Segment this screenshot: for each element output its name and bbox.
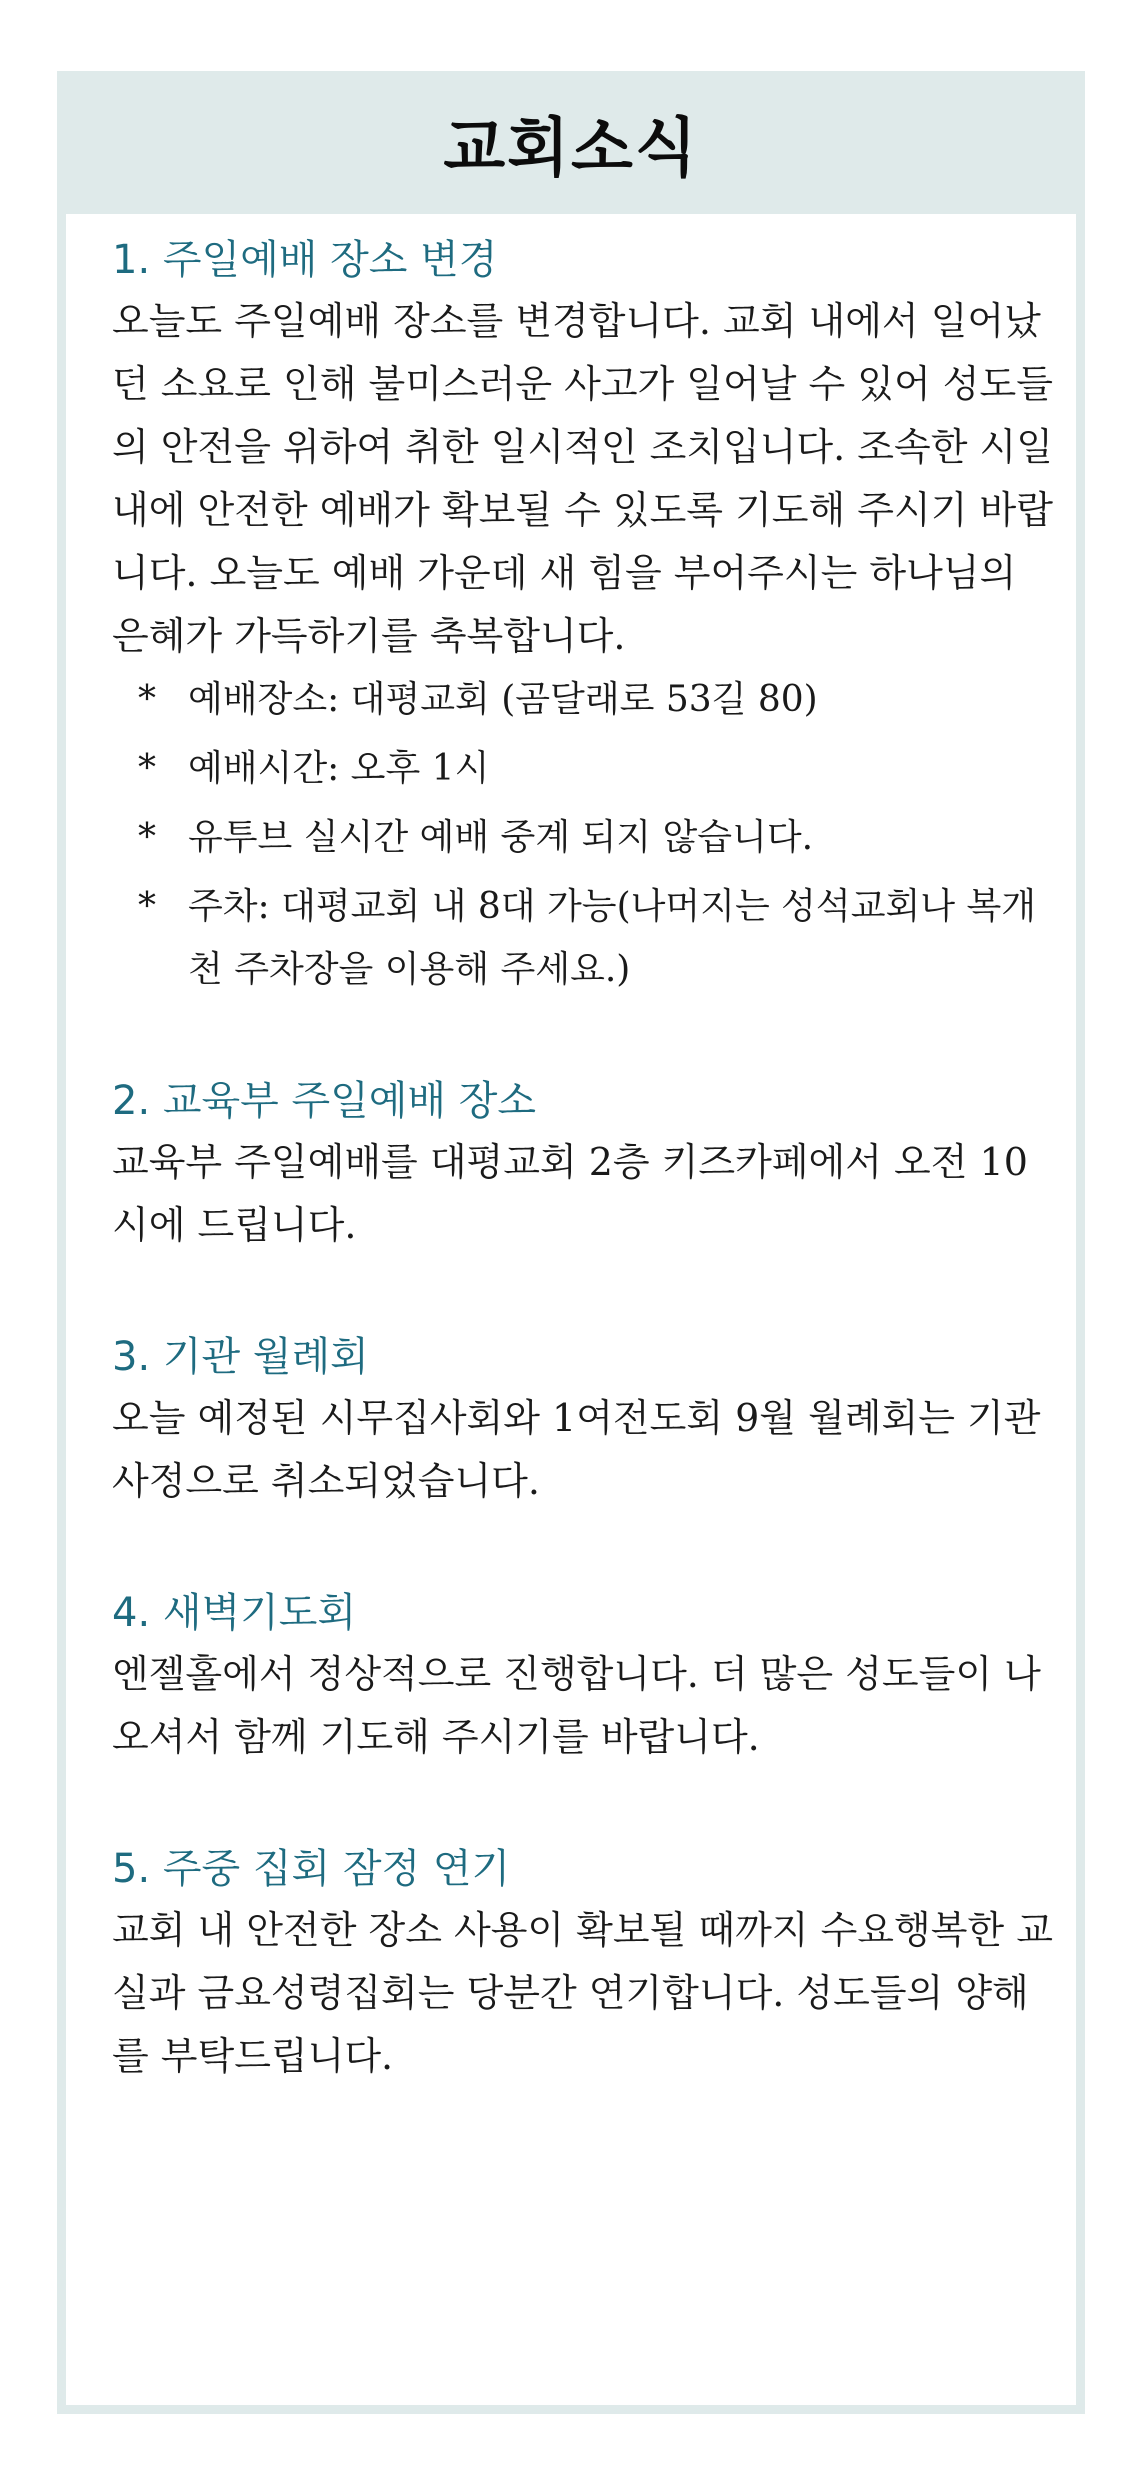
bullet-text: 유투브 실시간 예배 중계 되지 않습니다. <box>188 817 814 858</box>
section-text: 오늘도 주일예배 장소를 변경합니다. 교회 내에서 일어났던 소요로 인해 불미스러운 사고가 일어날 수 있어 성도들의 안전을 위하여 취한 일시적인 조치입니다. 조속한 시일 내에 안전한 예배가 확보될 수 있도록 기도해 주시기 바랍니다. 오늘도 예배 가운데 새 힘을 부어주시는 하나님의 은혜가 가득하기를 축복합니다. <box>112 299 1053 658</box>
notice-body <box>112 214 1056 2088</box>
section-text: 오늘 예정된 시무집사회와 1여전도회 9월 월례회는 기관 사정으로 취소되었습니다. <box>112 1396 1041 1503</box>
bullet-item-parking <box>112 875 1056 1001</box>
bullet-item-time <box>112 737 1056 800</box>
notice-section-5 <box>112 1839 1056 2088</box>
asterisk-marker: * <box>138 817 156 858</box>
section-text: 교육부 주일예배를 대평교회 2층 키즈카페에서 오전 10시에 드립니다. <box>112 1140 1028 1247</box>
section-title: 4. 새벽기도회 <box>112 1590 357 1636</box>
section-text: 교회 내 안전한 장소 사용이 확보될 때까지 수요행복한 교실과 금요성령집회는 당분간 연기합니다. 성도들의 양해를 부탁드립니다. <box>112 1908 1053 2078</box>
notice-section-3 <box>112 1327 1056 1513</box>
section-text: 엔젤홀에서 정상적으로 진행합니다. 더 많은 성도들이 나오셔서 함께 기도해 주시기를 바랍니다. <box>112 1652 1041 1759</box>
section-title: 5. 주중 집회 잠정 연기 <box>112 1846 511 1892</box>
notice-section-2 <box>112 1071 1056 1257</box>
bullet-text: 주차: 대평교회 내 8대 가능(나머지는 성석교회나 복개천 주차장을 이용해 주세요.) <box>188 886 1037 990</box>
asterisk-marker: * <box>138 748 156 789</box>
bullet-item-stream <box>112 806 1056 869</box>
bullet-text: 예배시간: 오후 1시 <box>188 748 490 789</box>
bullet-list <box>112 668 1056 1001</box>
section-title: 3. 기관 월례회 <box>112 1334 369 1380</box>
bullet-text: 예배장소: 대평교회 (곰달래로 53길 80) <box>188 679 818 720</box>
asterisk-marker: * <box>138 679 156 720</box>
notice-section-4 <box>112 1583 1056 1769</box>
page-title: 교회소식 <box>443 111 699 186</box>
notice-section-1 <box>112 230 1056 1001</box>
bullet-item-place <box>112 668 1056 731</box>
header <box>57 71 1085 214</box>
section-title: 2. 교육부 주일예배 장소 <box>112 1078 537 1124</box>
asterisk-marker: * <box>138 886 156 927</box>
section-title: 1. 주일예배 장소 변경 <box>112 237 498 283</box>
notice-frame <box>57 71 1085 2414</box>
notice-content <box>66 214 1076 2405</box>
